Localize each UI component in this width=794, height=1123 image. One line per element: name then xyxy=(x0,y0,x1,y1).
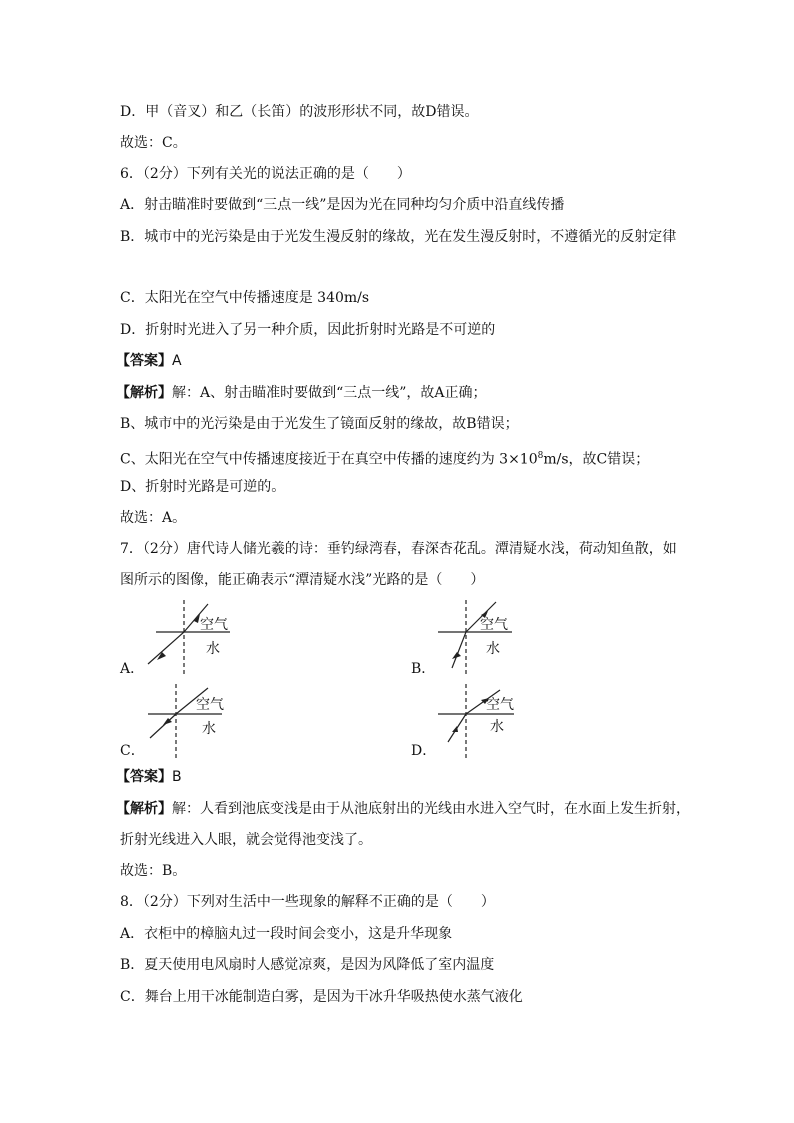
refraction-figure-a xyxy=(138,598,248,678)
figure-c-label: C． xyxy=(120,743,145,759)
q6-analysis xyxy=(116,383,487,403)
analysis-tag: 【解析】 xyxy=(116,801,172,817)
answer-choice-q7: 故选：B。 xyxy=(120,863,187,879)
answer-choice-q5: 故选：C。 xyxy=(120,135,187,151)
q6-analysis-d: D、折射时光路是可逆的。 xyxy=(120,479,286,495)
answer-tag: 【答案】 xyxy=(116,353,172,369)
refraction-figure-d xyxy=(430,682,540,762)
figure-c-water-text: 水 xyxy=(202,721,216,737)
answer-choice-q6: 故选：A。 xyxy=(120,510,187,526)
analysis-tag: 【解析】 xyxy=(116,385,172,401)
figure-d-water-text: 水 xyxy=(490,719,504,735)
analysis-c-part1: C、太阳光在空气中传播速度接近于在真空中传播的速度约为 3×10 xyxy=(120,451,538,468)
figure-a-label: A． xyxy=(120,661,145,677)
q6-analysis-c xyxy=(120,446,649,470)
q6-analysis-b: B、城市中的光污染是由于光发生了镜面反射的缘故，故B错误； xyxy=(120,416,519,432)
q8-option-c: C．舞台上用干冰能制造白雾，是因为干冰升华吸热使水蒸气液化 xyxy=(120,989,523,1005)
figure-b-label: B． xyxy=(411,661,436,677)
q6-answer xyxy=(116,351,182,371)
answer-tag: 【答案】 xyxy=(116,769,172,785)
figure-c-air-text: 空气 xyxy=(196,697,224,713)
q6-option-a: A．射击瞄准时要做到“三点一线”是因为光在同种均匀介质中沿直线传播 xyxy=(120,197,565,213)
analysis-c-part2: m/s，故C错误； xyxy=(543,451,650,468)
answer-value: B xyxy=(172,769,182,785)
figure-b-water-text: 水 xyxy=(486,641,500,657)
q8-option-a: A．衣柜中的樟脑丸过一段时间会变小，这是升华现象 xyxy=(120,926,453,942)
analysis-text: 解：人看到池底变浅是由于从池底射出的光线由水进入空气时，在水面上发生折射， xyxy=(172,801,690,817)
q6-option-c: C．太阳光在空气中传播速度是 340m/s xyxy=(120,290,370,306)
refraction-figure-c xyxy=(138,682,248,762)
figure-d-label: D． xyxy=(411,743,437,759)
q7-answer xyxy=(116,767,182,787)
question-7-stem-line1: 7．（2分）唐代诗人储光羲的诗：垂钓绿湾春，春深杏花乱。潭清疑水浅，荷动知鱼散，如 xyxy=(120,541,677,557)
figure-a-water-text: 水 xyxy=(206,641,220,657)
figure-b-air-text: 空气 xyxy=(480,617,508,633)
analysis-text: 解：A、射击瞄准时要做到“三点一线”，故A正确； xyxy=(172,385,487,401)
q7-analysis xyxy=(116,799,690,819)
question-7-stem-line2: 图所示的图像，能正确表示“潭清疑水浅”光路的是（ ） xyxy=(120,572,485,588)
q6-option-b: B．城市中的光污染是由于光发生漫反射的缘故，光在发生漫反射时，不遵循光的反射定律 xyxy=(120,229,677,245)
figure-a-air-text: 空气 xyxy=(200,617,228,633)
q8-option-b: B．夏天使用电风扇时人感觉凉爽，是因为风降低了室内温度 xyxy=(120,957,495,973)
q6-option-d: D．折射时光进入了另一种介质，因此折射时光路是不可逆的 xyxy=(120,322,496,338)
answer-value: A xyxy=(172,353,182,369)
q7-analysis-cont: 折射光线进入人眼，就会觉得池变浅了。 xyxy=(120,832,372,848)
figure-d-air-text: 空气 xyxy=(486,697,514,713)
question-6-stem: 6．（2分）下列有关光的说法正确的是（ ） xyxy=(120,166,411,182)
option-d-q5-explanation: D．甲（音叉）和乙（长笛）的波形形状不同，故D错误。 xyxy=(120,104,479,120)
question-8-stem: 8．（2分）下列对生活中一些现象的解释不正确的是（ ） xyxy=(120,894,495,910)
analysis-c-exponent: 8 xyxy=(537,451,544,461)
refraction-figure-b xyxy=(430,598,540,678)
